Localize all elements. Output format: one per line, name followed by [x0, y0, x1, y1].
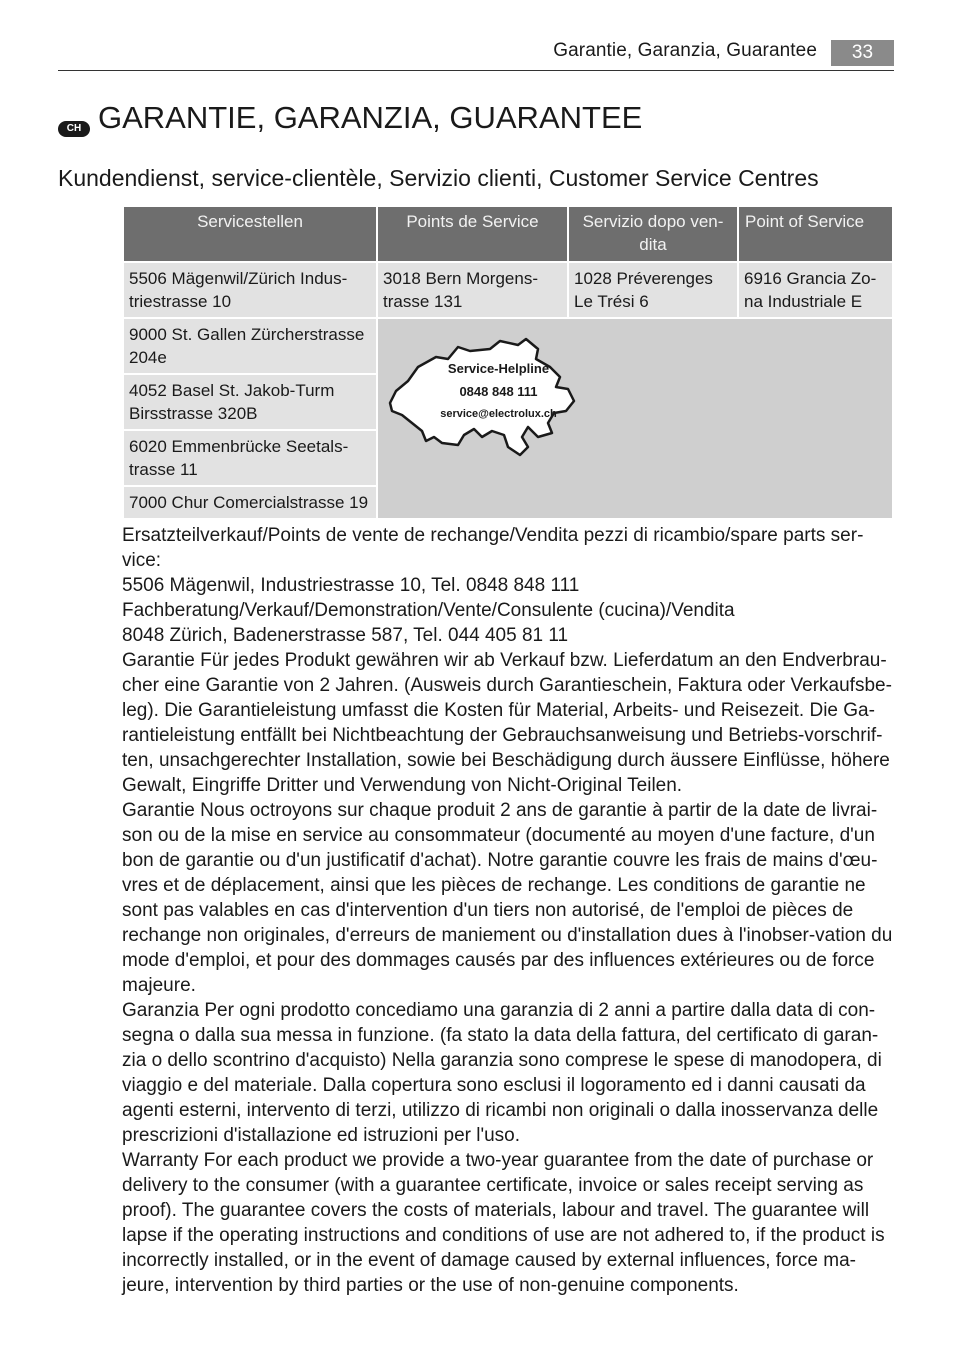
guarantee-it-text: Per ogni prodotto concediamo una garanzia di 2 anni a partire dalla data di con-segna o dalla sua messa in funzione. (fa stato la data della fattura, del certificato di garan-zia o dello scontrino d'acquisto) Nella garanzia sono comprese le spese di manodopera, di viaggio e del materiale. Dalla copertura sono esclusi il logoramento ed i danni causati da agenti esterni, intervento di terzi, utilizzo di ricambi non originali o dalla inosservanza delle prescrizioni d'istallazione ed istruzioni per l'uso.: [122, 1000, 882, 1146]
table-cell: 4052 Basel St. Jakob-Turm Birsstrasse 320B: [124, 375, 376, 429]
table-cell: 1028 Préverenges Le Trési 6: [569, 263, 737, 317]
guarantee-text: [122, 523, 894, 1298]
spare-parts-address: 5506 Mägenwil, Industriestrasse 10, Tel. 0848 848 111: [122, 575, 580, 596]
table-cell: 5506 Mägenwil/Zürich Indus-triestrasse 10: [124, 263, 376, 317]
guarantee-fr-text: Nous octroyons sur chaque produit 2 ans de garantie à partir de la date de livrai-son ou de la mise en service au consommateur (documenté au moyen d'une facture, d'un bon de garantie ou d'un justificatif d'achat). Notre garantie couvre les frais de mains d'œu-vres et de déplacement, ainsi que les pièces de rechange. Les conditions de garantie ne sont pas valables en cas d'intervention d'un tiers non autorisé, de l'emploi de pièces de rechange non originales, d'erreurs de maniement ou d'installation dues à l'inobser-vation du mode d'emploi, et pour des dommages causés par des influences extérieures ou de force majeure.: [122, 800, 893, 996]
guarantee-en-text: For each product we provide a two-year guarantee from the date of purchase or delivery to the consumer (with a guarantee certificate, invoice or sales receipt serving as proof). The guarantee covers the costs of materials, labour and travel. The guarantee will lapse if the operating instructions and conditions of use are not adhered to, if the product is incorrectly installed, or in the event of damage caused by external influences, force ma-jeure, intervention by third parties or the use of non-genuine components.: [122, 1150, 885, 1296]
service-centres-table: [122, 205, 894, 520]
table-cell: 9000 St. Gallen Zürcherstrasse 204e: [124, 319, 376, 373]
guarantee-de-label: Garantie: [122, 650, 195, 671]
spare-parts-heading: Ersatzteilverkauf/Points de vente de rechange/Vendita pezzi di ricambio/spare parts ser-vice:: [122, 525, 864, 571]
table-cell: 6916 Grancia Zo-na Industriale E: [739, 263, 892, 317]
table-header-row: [124, 207, 892, 261]
column-header: Point of Service: [739, 207, 892, 261]
table-cell: 7000 Chur Comercialstrasse 19: [124, 487, 376, 518]
guarantee-fr-label: Garantie: [122, 800, 195, 821]
table-row: [124, 319, 892, 373]
helpline-label: [416, 357, 581, 426]
guarantee-en: [122, 1148, 894, 1298]
helpline-email: service@electrolux.ch: [440, 408, 557, 420]
column-header: Points de Service: [378, 207, 567, 261]
running-header: Garantie, Garanzia, Guarantee: [553, 40, 817, 61]
guarantee-it: [122, 998, 894, 1148]
advice-address: 8048 Zürich, Badenerstrasse 587, Tel. 044 405 81 11: [122, 625, 569, 646]
header-divider: [58, 70, 894, 71]
section-subtitle: Kundendienst, service-clientèle, Servizio clienti, Customer Service Centres: [58, 165, 819, 191]
switzerland-map: [378, 319, 892, 515]
table-row: [124, 263, 892, 317]
helpline-map-cell: [378, 319, 892, 518]
helpline-phone: 0848 848 111: [459, 384, 538, 399]
table-cell: 3018 Bern Morgens-trasse 131: [378, 263, 567, 317]
column-header: Servizio dopo ven-dita: [569, 207, 737, 261]
guarantee-it-label: Garanzia: [122, 1000, 200, 1021]
page-number: 33: [831, 40, 894, 66]
page-title: GARANTIE, GARANZIA, GUARANTEE: [98, 100, 643, 135]
country-badge: CH: [58, 121, 90, 137]
advice-heading: Fachberatung/Verkauf/Demonstration/Vente/Consulente (cucina)/Vendita: [122, 600, 735, 621]
guarantee-de-text: Für jedes Produkt gewähren wir ab Verkauf bzw. Lieferdatum an den Endverbrau-cher eine Garantie von 2 Jahren. (Ausweis durch Garantieschein, Faktura oder Verkaufsbe-leg). Die Garantieleistung umfasst die Kosten für Material, Arbeits- und Reisezeit. Die Ga-rantieleistung entfällt bei Nichtbeachtung der Gebrauchsanweisung und Betriebs-vorschrif-ten, unsachgerechter Installation, sowie bei Beschädigung durch äussere Einflüsse, höhere Gewalt, Eingriffe Dritter und Verwendung von Nicht-Original Teilen.: [122, 650, 892, 796]
column-header: Servicestellen: [124, 207, 376, 261]
helpline-title: Service-Helpline: [447, 361, 550, 376]
guarantee-de: [122, 648, 894, 798]
guarantee-en-label: Warranty: [122, 1150, 199, 1171]
guarantee-fr: [122, 798, 894, 998]
table-cell: 6020 Emmenbrücke Seetals-trasse 11: [124, 431, 376, 485]
